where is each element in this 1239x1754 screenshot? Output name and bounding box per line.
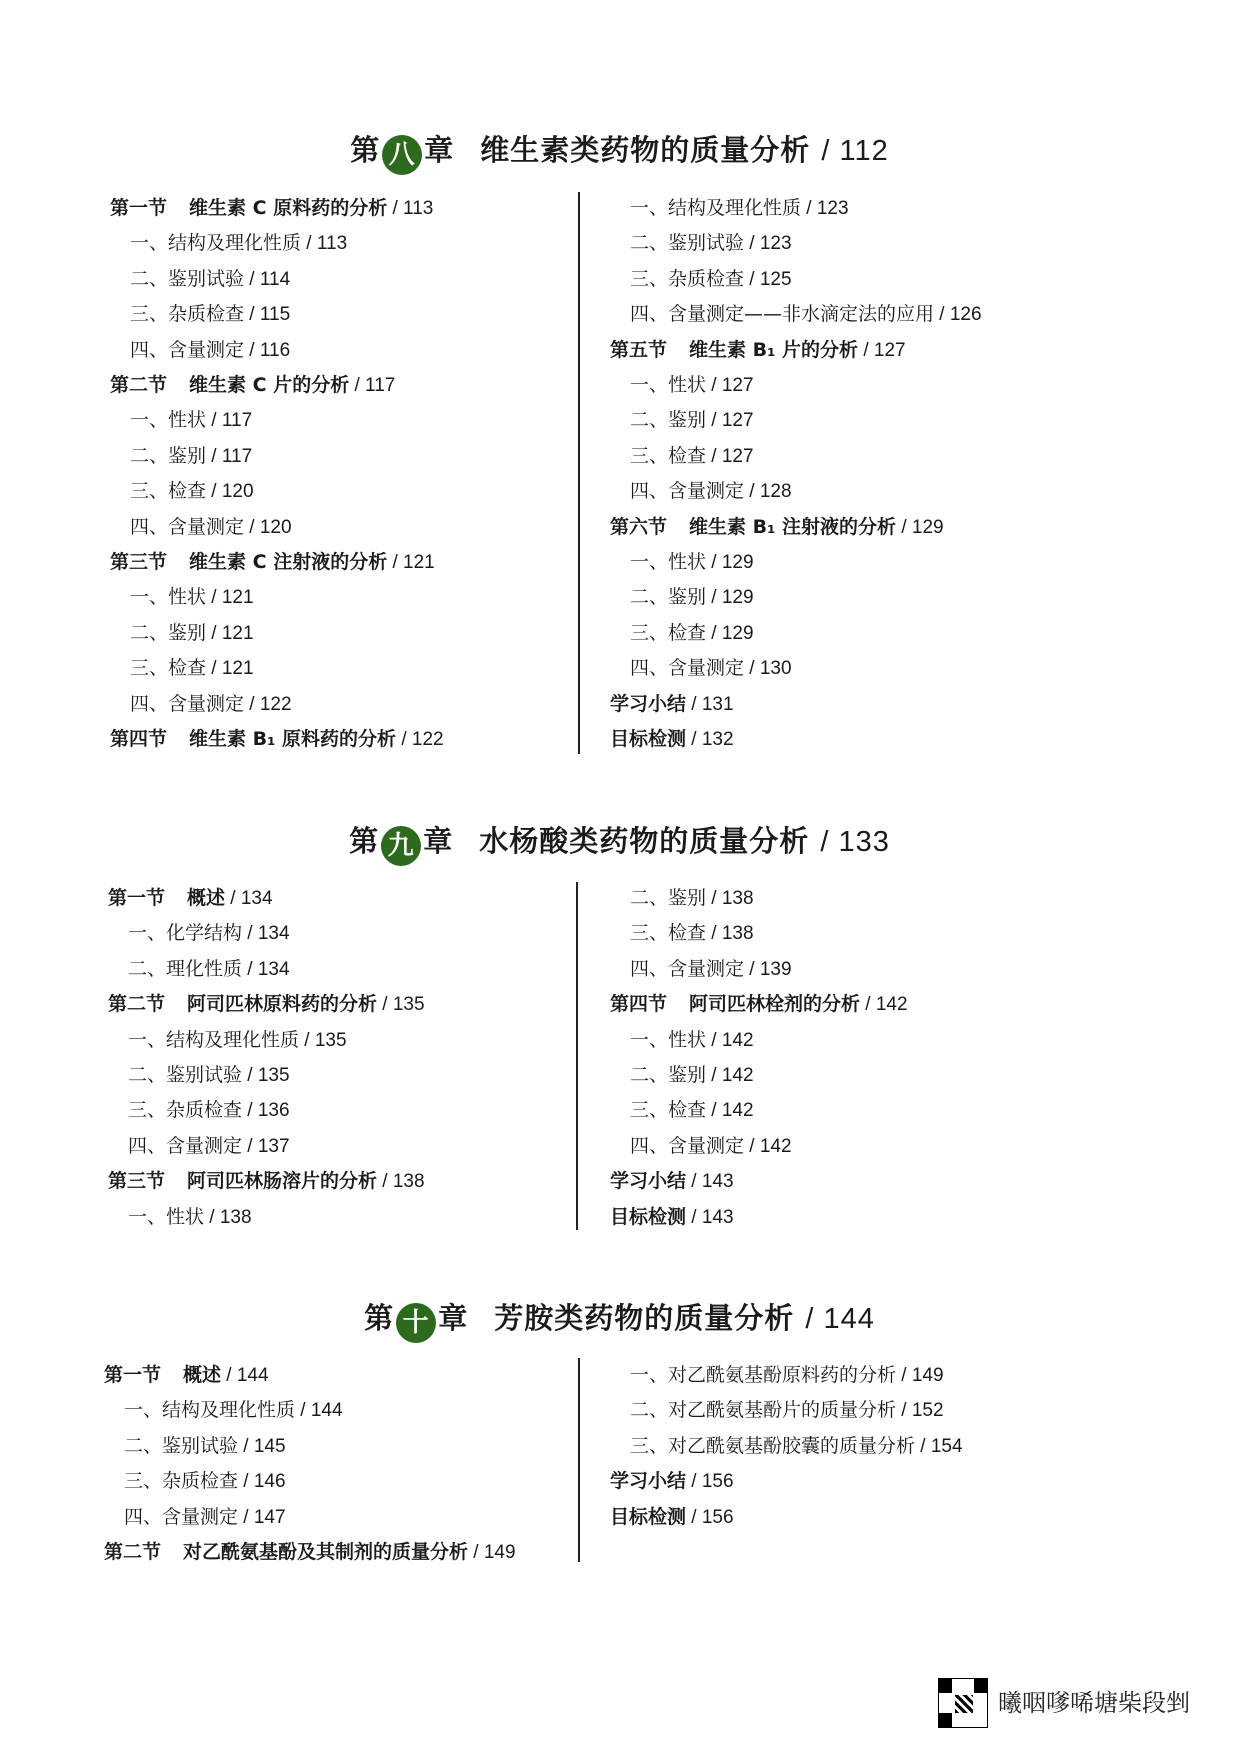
toc-item-entry[interactable] [110,583,254,612]
toc-item-entry[interactable] [110,477,254,506]
entry-page: / 122 [396,729,444,750]
entry-title: 三、杂质检查 [128,1099,243,1122]
toc-item-entry[interactable] [610,548,754,577]
toc-section-entry[interactable] [610,1203,734,1232]
entry-title: 一、化学结构 [128,922,243,945]
entry-page: / 125 [744,268,792,290]
entry-title: 一、对乙酰氨基酚原料药的分析 [630,1364,897,1386]
toc-item-entry[interactable] [610,654,792,683]
toc-item-entry[interactable] [610,229,792,258]
entry-page: / 149 [896,1365,944,1386]
section-number: 第三节 [108,1170,166,1193]
entry-page: / 147 [238,1506,286,1528]
toc-item-entry[interactable] [610,583,754,612]
toc-item-entry[interactable] [110,690,292,719]
entry-page: / 142 [706,1100,754,1122]
chapter-title [0,128,1239,175]
entry-title: 目标检测 [610,728,687,750]
toc-item-entry[interactable] [110,300,290,329]
entry-page: / 123 [801,198,849,219]
entry-page: / 132 [686,729,734,750]
section-number: 第六节 [610,515,668,538]
entry-page: / 121 [206,622,254,644]
entry-title: 二、鉴别 [130,621,207,644]
toc-item-entry[interactable] [610,1396,944,1425]
entry-page: / 127 [706,410,754,432]
entry-title: 概述 [187,887,226,909]
entry-title: 三、检查 [130,657,207,680]
chapter-suffix: 章 [438,1301,469,1335]
entry-title: 四、含量测定 [128,1134,243,1157]
toc-item-entry[interactable] [108,919,290,948]
section-number: 第二节 [104,1541,162,1563]
entry-page: / 138 [706,923,754,945]
toc-item-entry[interactable] [104,1396,343,1425]
entry-page: / 131 [686,693,734,715]
entry-title: 一、性状 [630,551,707,573]
entry-title: 四、含量测定 [130,515,245,538]
entry-title: 四、含量测定 [630,1134,745,1157]
chapter-title-text: 水杨酸类药物的质量分析 [479,824,810,858]
toc-item-entry[interactable] [108,955,290,984]
section-number: 第五节 [610,338,668,361]
entry-title: 维生素 B₁ 原料药的分析 [189,728,397,750]
entry-page: / 127 [858,339,906,361]
entry-page: / 117 [349,375,396,396]
toc-item-entry[interactable] [110,619,254,648]
entry-page: / 142 [706,1065,754,1086]
entry-title: 一、性状 [130,586,207,609]
entry-title: 四、含量测定 [630,657,745,680]
toc-item-entry[interactable] [108,1061,290,1090]
chapter-page: / 133 [820,826,890,858]
toc-item-entry[interactable] [610,1361,944,1390]
toc-item-entry[interactable] [610,442,754,471]
section-number: 第二节 [110,374,168,396]
toc-item-entry[interactable] [108,1203,252,1232]
toc-item-entry[interactable] [110,513,292,542]
toc-item-entry[interactable] [104,1467,286,1496]
entry-page: / 144 [221,1365,269,1386]
toc-item-entry[interactable] [610,1132,792,1161]
entry-page: / 142 [744,1135,792,1157]
entry-page: / 117 [206,445,253,467]
toc-section-entry[interactable] [610,725,734,754]
entry-title: 维生素 B₁ 片的分析 [689,338,859,361]
toc-item-entry[interactable] [110,229,347,258]
entry-page: / 121 [206,658,254,680]
toc-item-entry[interactable] [108,1096,290,1125]
entry-title: 四、含量测定 [630,957,745,980]
entry-page: / 129 [706,587,754,609]
entry-title: 阿司匹林肠溶片的分析 [187,1170,378,1193]
entry-page: / 121 [206,587,254,609]
toc-section-entry[interactable] [104,1538,516,1567]
chapter-title-text: 芳胺类药物的质量分析 [494,1301,795,1335]
entry-page: / 117 [206,410,253,432]
section-number: 第四节 [610,993,668,1016]
toc-item-entry[interactable] [110,442,252,471]
chapter-number-badge: 九 [381,826,421,866]
chapter-suffix: 章 [423,824,454,858]
toc-section-entry[interactable] [610,690,734,719]
toc-item-entry[interactable] [110,406,252,435]
entry-title: 三、检查 [630,621,707,644]
entry-title: 学习小结 [610,692,687,715]
entry-title: 四、含量测定 [130,338,245,361]
section-number: 第三节 [110,551,168,573]
entry-page: / 116 [244,339,291,361]
entry-page: / 113 [387,198,434,219]
toc-section-entry[interactable] [108,1167,425,1196]
entry-title: 一、性状 [630,1028,707,1051]
entry-page: / 122 [244,693,292,715]
entry-page: / 138 [204,1206,252,1228]
toc-item-entry[interactable] [104,1432,286,1461]
toc-section-entry[interactable] [610,990,908,1019]
entry-title: 阿司匹林原料药的分析 [187,993,378,1016]
chapter-page: / 144 [805,1303,875,1335]
toc-item-entry[interactable] [610,371,754,400]
entry-title: 维生素 C 片的分析 [189,374,350,396]
entry-page: / 154 [915,1435,963,1457]
entry-page: / 138 [706,888,754,909]
entry-title: 四、含量测定 [630,480,745,503]
entry-page: / 142 [706,1029,754,1051]
toc-section-entry[interactable] [110,194,433,223]
entry-page: / 129 [896,516,944,538]
entry-page: / 149 [468,1542,516,1563]
entry-title: 一、结构及理化性质 [128,1028,300,1051]
toc-section-entry[interactable] [110,371,395,400]
entry-page: / 136 [242,1100,290,1122]
entry-page: / 137 [242,1135,290,1157]
toc-item-entry[interactable] [610,1026,754,1055]
entry-page: / 145 [238,1435,286,1457]
entry-title: 维生素 C 原料药的分析 [189,197,388,219]
entry-title: 维生素 B₁ 注射液的分析 [689,515,897,538]
entry-page: / 113 [301,233,348,255]
toc-section-entry[interactable] [104,1361,269,1390]
entry-title: 对乙酰氨基酚及其制剂的质量分析 [183,1541,469,1563]
qr-code-icon [938,1678,988,1728]
entry-title: 概述 [183,1364,222,1386]
toc-item-entry[interactable] [610,884,754,913]
entry-title: 三、杂质检查 [630,267,745,290]
entry-page: / 128 [744,481,792,503]
entry-title: 一、性状 [630,374,707,396]
chapter-page: / 112 [821,135,889,167]
entry-page: / 114 [244,268,291,290]
toc-section-entry[interactable] [610,1167,734,1196]
entry-title: 三、检查 [630,444,707,467]
toc-section-entry[interactable] [610,336,906,365]
chapter-number-badge: 八 [382,135,422,175]
entry-page: / 134 [242,958,290,980]
toc-section-entry[interactable] [610,1467,734,1496]
footer-text: 曦咽嗲唏塘柴段剉 [998,1689,1190,1717]
entry-page: / 115 [244,304,291,326]
entry-page: / 143 [686,1206,734,1228]
entry-title: 四、含量测定——非水滴定法的应用 [630,303,935,326]
entry-title: 三、检查 [630,1099,707,1122]
entry-title: 一、结构及理化性质 [130,232,302,255]
toc-item-entry[interactable] [610,1432,963,1461]
chapter-title [0,1296,1239,1343]
toc-item-entry[interactable] [610,477,792,506]
chapter-title [0,819,1239,866]
entry-title: 二、鉴别 [630,1064,707,1086]
entry-title: 二、鉴别试验 [130,267,245,290]
entry-title: 二、鉴别试验 [124,1434,239,1457]
entry-title: 目标检测 [610,1505,687,1528]
entry-title: 一、结构及理化性质 [630,197,802,219]
toc-item-entry[interactable] [610,955,792,984]
entry-page: / 130 [744,658,792,680]
entry-title: 一、性状 [128,1205,205,1228]
entry-page: / 135 [242,1065,290,1086]
chapter-prefix: 第 [349,824,380,858]
entry-page: / 127 [706,375,754,396]
toc-item-entry[interactable] [610,265,792,294]
entry-title: 三、杂质检查 [130,303,245,326]
entry-title: 三、检查 [130,480,207,503]
toc-section-entry[interactable] [110,548,435,577]
entry-title: 三、检查 [630,922,707,945]
entry-page: / 146 [238,1471,286,1493]
toc-section-entry[interactable] [610,513,944,542]
entry-title: 四、含量测定 [130,692,245,715]
entry-title: 一、性状 [130,409,207,432]
toc-item-entry[interactable] [610,1061,754,1090]
entry-page: / 134 [242,923,290,945]
entry-title: 四、含量测定 [124,1505,239,1528]
section-number: 第一节 [104,1364,162,1386]
entry-title: 三、杂质检查 [124,1470,239,1493]
entry-title: 二、鉴别 [130,444,207,467]
toc-item-entry[interactable] [108,1026,347,1055]
entry-page: / 156 [686,1506,734,1528]
entry-page: / 135 [299,1029,347,1051]
entry-page: / 152 [896,1400,944,1422]
toc-item-entry[interactable] [610,406,754,435]
toc-item-entry[interactable] [610,1096,754,1125]
entry-title: 二、鉴别 [630,586,707,609]
entry-title: 二、鉴别试验 [128,1064,243,1086]
entry-page: / 120 [206,481,254,503]
entry-page: / 121 [387,552,435,573]
section-number: 第一节 [110,197,168,219]
chapter-prefix: 第 [364,1301,395,1335]
entry-title: 学习小结 [610,1470,687,1493]
entry-page: / 127 [706,445,754,467]
column-divider [576,882,578,1230]
column-divider [578,192,580,754]
chapter-title-text: 维生素类药物的质量分析 [480,133,811,167]
entry-title: 二、鉴别 [630,409,707,432]
entry-title: 二、鉴别 [630,887,707,909]
entry-page: / 126 [934,304,982,326]
toc-section-entry[interactable] [108,990,425,1019]
entry-page: / 143 [686,1171,734,1193]
toc-item-entry[interactable] [110,336,290,365]
toc-item-entry[interactable] [610,919,754,948]
entry-page: / 142 [860,994,908,1016]
entry-title: 阿司匹林栓剂的分析 [689,993,861,1016]
entry-page: / 135 [377,994,425,1016]
toc-item-entry[interactable] [104,1503,286,1532]
entry-page: / 123 [744,233,792,255]
toc-section-entry[interactable] [110,725,444,754]
toc-item-entry[interactable] [610,619,754,648]
column-divider [578,1358,580,1562]
entry-title: 二、对乙酰氨基酚片的质量分析 [630,1399,897,1422]
toc-item-entry[interactable] [610,194,849,223]
section-number: 第四节 [110,728,168,750]
entry-title: 目标检测 [610,1205,687,1228]
entry-page: / 144 [295,1400,343,1422]
entry-page: / 129 [706,622,754,644]
toc-item-entry[interactable] [108,1132,290,1161]
entry-title: 二、理化性质 [128,957,243,980]
toc-item-entry[interactable] [110,654,254,683]
entry-page: / 134 [225,888,273,909]
toc-item-entry[interactable] [110,265,290,294]
entry-title: 维生素 C 注射液的分析 [189,551,388,573]
entry-page: / 156 [686,1471,734,1493]
toc-section-entry[interactable] [108,884,273,913]
chapter-prefix: 第 [350,133,381,167]
chapter-number-badge: 十 [396,1303,436,1343]
entry-title: 二、鉴别试验 [630,232,745,255]
section-number: 第一节 [108,887,166,909]
entry-page: / 129 [706,552,754,573]
entry-title: 一、结构及理化性质 [124,1399,296,1422]
entry-page: / 139 [744,958,792,980]
entry-page: / 120 [244,516,292,538]
entry-page: / 138 [377,1171,425,1193]
section-number: 第二节 [108,993,166,1016]
toc-section-entry[interactable] [610,1503,734,1532]
entry-title: 三、对乙酰氨基酚胶囊的质量分析 [630,1434,916,1457]
chapter-suffix: 章 [424,133,455,167]
entry-title: 学习小结 [610,1170,687,1193]
toc-item-entry[interactable] [610,300,982,329]
